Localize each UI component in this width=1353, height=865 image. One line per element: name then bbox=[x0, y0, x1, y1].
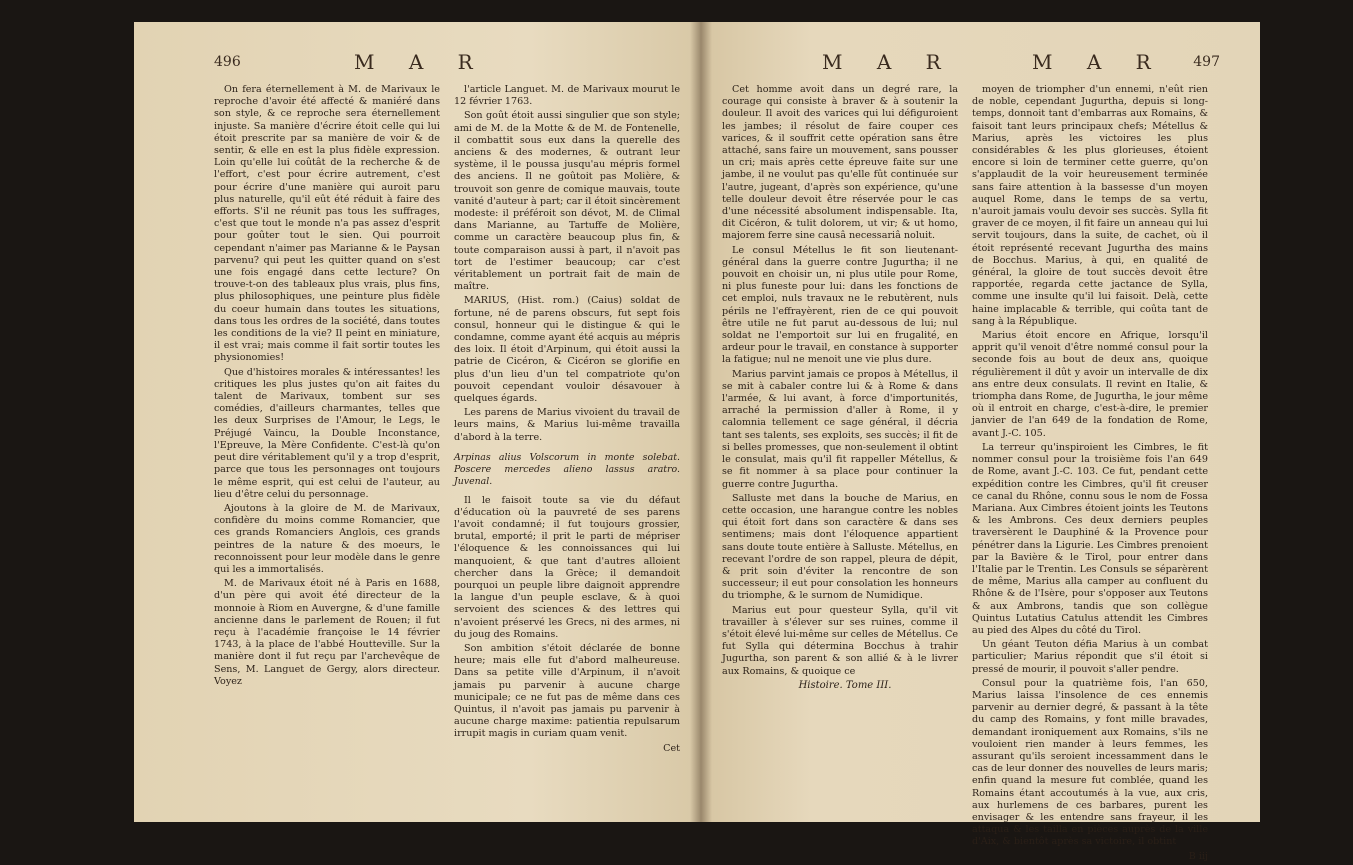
right-headword-2: M A R bbox=[1032, 50, 1165, 74]
left-columns bbox=[214, 84, 680, 757]
page-footer: Histoire. Tome III. bbox=[798, 679, 892, 691]
right-column-2 bbox=[972, 84, 1208, 865]
paragraph: Que d'histoires morales & intéressantes! les critiques les plus justes qu'on ait faites du talent de Marivaux, tombent sur ses comédies, d'ailleurs charmantes, telles que les deux Surprises de l'Amour, le Legs, le Préjugé Vaincu, la Double Inconstance, l'Epreuve, la Mère Confidente. C'est-là qu'on peut dire véritablement qu'il y a trop d'esprit, parce que tous les personnages ont toujours le même esprit, qui est celui de l'auteur, au lieu d'être celui du personnage. bbox=[214, 366, 440, 500]
right-column-1 bbox=[722, 84, 958, 865]
right-columns bbox=[722, 84, 1220, 865]
paragraph: Ajoutons à la gloire de M. de Marivaux, confidère du moins comme Romancier, que ces grands Romanciers Anglois, ces grands peintres de la nature & des moeurs, le reconnoissent pour leur modèle dans le genre qui les a immortalisés. bbox=[214, 502, 440, 575]
paragraph: l'article Languet. M. de Marivaux mourut le 12 février 1763. bbox=[454, 84, 680, 108]
paragraph: La terreur qu'inspiroient les Cimbres, le fit nommer consul pour la troisième fois l'an 649 de Rome, avant J.-C. 103. Ce fut, pendant cette expédition contre les Cimbres, qu'il fit creuser ce canal du Rhône, connu sous le nom de Fossa Mariana. Aux Cimbres étoient joints les Teutons & les Ambrons. Ces deux derniers peuples traversèrent le Dauphiné & la Provence pour pénétrer dans la Ligurie. Les Cimbres prenoient par la Bavière & le Tirol, pour entrer dans l'Italie par le Trentin. Les Consuls se séparèrent de même, Marius alla camper au confluent du Rhône & de l'Isère, pour s'opposer aux Teutons & aux Ambrons, tandis que son collègue Quintus Lutatius Catulus attendit les Cimbres au pied des Alpes du côté du Tirol. bbox=[972, 441, 1208, 636]
left-column-1 bbox=[214, 84, 440, 757]
left-column-2 bbox=[454, 84, 680, 757]
left-page-header bbox=[214, 50, 680, 84]
paragraph: M. de Marivaux étoit né à Paris en 1688, d'un père qui avoit été directeur de la monnoie à Riom en Auvergne, & d'une famille ancienne dans le parlement de Rouen; il fut reçu à l'académie françoise le 14 février 1743, à la place de l'abbé Houtteville. Sur la manière dont il fut reçu par l'archevêque de Sens, M. Languet de Gergy, alors directeur. Voyez bbox=[214, 578, 440, 687]
paragraph: Marius parvint jamais ce propos à Métellus, il se mit à cabaler contre lui & à Rome & dans l'armée, & lui avant, à force d'importunités, arraché la permission d'aller à Rome, il y calomnia tellement ce sage général, il décria tant ses talents, ses exploits, ses succès; il fit de si belles promesses, que non-seulement il obtint le consulat, mais qu'il fit rappeller Métellus, & se fit nommer à sa place pour continuer la guerre contre Jugurtha. bbox=[722, 368, 958, 490]
latin-quote: Arpinas alius Volscorum in monte solebat. Poscere mercedes alieno lassus aratro. Juvenal. bbox=[454, 451, 680, 488]
right-headword: M A R bbox=[822, 50, 955, 74]
paragraph: MARIUS, (Hist. rom.) (Caius) soldat de fortune, né de parens obscurs, fut sept fois consul, honneur qui le distingue & qui le condamne, comme ayant été acquis au mépris des loix. Il étoit d'Arpinum, qui étoit aussi la patrie de Cicéron, & Cicéron se glorifie en plus d'un lieu d'un tel compatriote qu'on pouvoit cependant vouloir désavouer à quelques égards. bbox=[454, 295, 680, 405]
paragraph: Un géant Teuton défia Marius à un combat particulier; Marius répondit que s'il étoit si pressé de mourir, il pouvoit s'aller pendre. bbox=[972, 639, 1208, 675]
right-page-header bbox=[722, 50, 1220, 84]
left-headword: M A R bbox=[354, 50, 487, 74]
paragraph: Marius étoit encore en Afrique, lorsqu'il apprit qu'il venoit d'être nommé consul pour la seconde fois au bout de deux ans, quoique régulièrement il dût y avoir un intervalle de dix ans entre deux consulats. Il revint en Italie, & triompha dans Rome, de Jugurtha, le jour même où il entroit en charge, c'est-à-dire, le premier janvier de l'an 649 de la fondation de Rome, avant J.-C. 105. bbox=[972, 330, 1208, 439]
paragraph: Marius eut pour questeur Sylla, qu'il vit travailler à s'élever sur ses ruines, comme il s'étoit élevé lui-même sur celles de Métellus. Ce fut Sylla qui détermina Bocchus à trahir Jugurtha, son parent & son allié & à le livrer aux Romains, & quoique ce bbox=[722, 604, 958, 677]
paragraph: On fera éternellement à M. de Marivaux le reproche d'avoir été affecté & maniéré dans son style, & ce reproche sera éternellement injuste. Sa manière d'écrire étoit celle qui lui étoit prescrite par sa manière de voir & de sentir, & elle en est la plus fidèle expression. Loin qu'elle lui coûtât de la recherche & de l'effort, c'est pour écrire autrement, c'est pour écrire d'une manière qui auroit paru plus naturelle, qu'il eût été réduit à faire des efforts. S'il ne réunit pas tous les suffrages, c'est que tout le monde n'a pas assez d'esprit pour goûter tout le sien. Qui pourroit cependant n'aimer pas Marianne & le Paysan parvenu? qui peut les quitter quand on s'est une fois engagé dans cette lecture? On trouve-t-on des tableaux plus vrais, plus fins, plus philosophiques, une peinture plus fidèle du coeur humain dans toutes les situations, dans tous les ordres de la société, dans toutes les conditions de la vie? Il peint en miniature, il est vrai; mais comme il fait sortir toutes les physionomies! bbox=[214, 84, 440, 364]
paragraph: Consul pour la quatrième fois, l'an 650, Marius laissa l'insolence de ces ennemis parvenir au dernier degré, & passant à la tête du camp des Romains, y font mille bravades, demandant ironiquement aux Romains, s'ils ne vouloient rien mander à leurs femmes, les assurant qu'ils seroient incessamment dans le cas de leur donner des nouvelles de leurs maris; enfin quand la mesure fut comblée, quand les Romains étant accoutumés à la vue, aux cris, aux hurlemens de ces barbares, purent les envisager & les entendre sans frayeur, il les attaqua & les tailla en pièces auprès de la ville d'Aix, & bientôt après sa victoire, il obtint bbox=[972, 677, 1208, 848]
paragraph: Le consul Métellus le fit son lieutenant-général dans la guerre contre Jugurtha; il ne pouvoit en choisir un, ni plus utile pour Rome, ni plus funeste pour lui: dans les fonctions de cet emploi, nuls travaux ne le rebutèrent, nuls périls ne l'effrayèrent, rien de ce qui pouvoit être utile ne fut parut au-dessous de lui; nul soldat ne l'emportoit sur lui en frugalité, en ardeur pour le travail, en constance à supporter la fatigue; nul ne menoit une vie plus dure. bbox=[722, 244, 958, 366]
left-page-number: 496 bbox=[214, 54, 241, 70]
signature-mark: B iij bbox=[1188, 850, 1208, 862]
left-page bbox=[134, 22, 700, 822]
right-page bbox=[700, 22, 1260, 862]
paragraph: Salluste met dans la bouche de Marius, en cette occasion, une harangue contre les nobles qui étoit fort dans son caractère & dans ses sentimens; mais dont l'éloquence appartient sans doute toute entière à Salluste. Métellus, en recevant l'ordre de son rappel, pleura de dépit, & prit soin d'éviter la rencontre de son successeur; il eut pour consolation les honneurs du triomphe, & le surnom de Numidique. bbox=[722, 492, 958, 602]
paragraph: Son goût étoit aussi singulier que son style; ami de M. de la Motte & de M. de Fontenelle, il combattit sous eux dans la querelle des anciens & des modernes, & outrant leur système, il le poussa jusqu'au mépris formel des anciens. Il ne goûtoit pas Molière, & trouvoit son genre de comique mauvais, toute vanité d'auteur à part; car il étoit sincèrement modeste: il préféroit son dévot, M. de Climal dans Marianne, au Tartuffe de Molière, comme un caractère beaucoup plus fin, & toute comparaison aussi à part, il n'avoit pas tort de l'estimer beaucoup; car c'est véritablement un portrait fait de main de maître. bbox=[454, 110, 680, 293]
paragraph: moyen de triompher d'un ennemi, n'eût rien de noble, cependant Jugurtha, depuis si long-temps, donnoit tant d'embarras aux Romains, & faisoit tant leurs principaux chefs; Métellus & Marius, après les victoires les plus considérables & les plus glorieuses, étoient encore si loin de terminer cette guerre, qu'on s'applaudit de la voir heureusement terminée sans faire attention à la bassesse d'un moyen auquel Rome, dans le temps de sa vertu, n'auroit jamais voulu devoir ses succès. Sylla fit graver de ce moyen, il fit faire un anneau qui lui servit toujours, dans la suite, de cachet, où il étoit représenté recevant Jugurtha des mains de Bocchus. Marius, à qui, en qualité de général, la gloire de tout succès devoit être rapportée, regarda cette jactance de Sylla, comme une insulte qu'il lui faisoit. Delà, cette haine implacable & terrible, qui coûta tant de sang à la République. bbox=[972, 84, 1208, 327]
paragraph: Son ambition s'étoit déclarée de bonne heure; mais elle fut d'abord malheureuse. Dans sa petite ville d'Arpinum, il n'avoit jamais pu parvenir à aucune charge municipale; ce ne fut pas de même dans ces Quintus, il n'avoit pas jamais pu parvenir à aucune charge maxime: patientia repulsarum irrupit magis in curiam quam venit. bbox=[454, 642, 680, 740]
paragraph: Les parens de Marius vivoient du travail de leurs mains, & Marius lui-même travailla d'abord à la terre. bbox=[454, 407, 680, 443]
right-page-number: 497 bbox=[1193, 54, 1220, 70]
catchword: Cet bbox=[663, 742, 680, 754]
paragraph: Il le faisoit toute sa vie du défaut d'éducation où la pauvreté de ses parens l'avoit condamné; il fut toujours grossier, brutal, emporté; il prit le parti de mépriser l'éloquence & les connoissances qui lui manquoient, & que tant d'autres alloient chercher dans la Grèce; il demandoit pourquoi un peuple libre daignoit apprendre la langue d'un peuple esclave, & à quoi servoient des sciences & des lettres qui n'avoient préservé les Grecs, ni des armes, ni du joug des Romains. bbox=[454, 494, 680, 640]
paragraph: Cet homme avoit dans un degré rare, la courage qui consiste à braver & à soutenir la douleur. Il avoit des varices qui lui défiguroient les jambes; il résolut de faire couper ces varices, & il souffrit cette opération sans être attaché, sans faire un mouvement, sans pousser un cri; mais après cette épreuve faite sur une jambe, il ne voulut pas qu'elle fût continuée sur l'autre, jugeant, d'après son expérience, qu'une telle douleur devoit être réservée pour le cas d'une nécessité absolument indispensable. Ita, dit Cicéron, & tulit dolorem, ut vir; & ut homo, majorem ferre sine causâ necessariâ noluit. bbox=[722, 84, 958, 242]
